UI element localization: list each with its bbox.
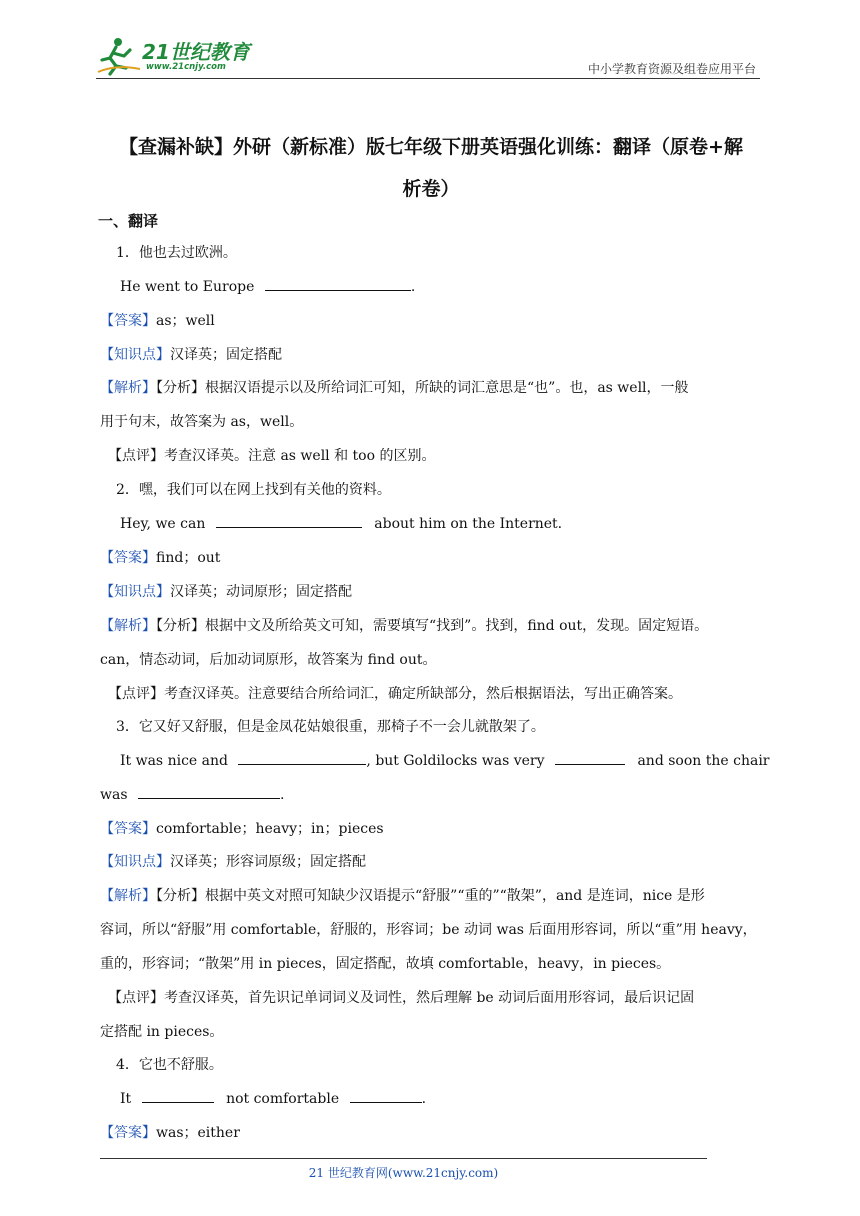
answer-row	[100, 1122, 240, 1142]
question-2-sentence	[120, 513, 562, 532]
sentence-text: .	[421, 1091, 427, 1107]
review-label: 【点评】	[108, 686, 164, 702]
answer-row	[100, 818, 384, 838]
analysis-text: 【分析】根据中英文对照可知缺少汉语提示“舒服”“重的”“散架”，and 是连词，nice 是形	[156, 888, 705, 904]
platform-name: 中小学教育资源及组卷应用平台	[587, 62, 756, 76]
knowledge-label: 【知识点】	[100, 347, 170, 363]
sentence-text: It was nice and	[120, 753, 228, 769]
answer-label: 【答案】	[100, 313, 156, 329]
analysis-text: 【分析】根据汉语提示以及所给词汇可知，所缺的词汇意思是“也”。也，as well，一般	[156, 380, 689, 396]
review-text: 考查汉译英。注意 as well 和 too 的区别。	[164, 448, 436, 464]
analysis-text: 【分析】根据中文及所给英文可知，需要填写“找到”。找到，find out，发现。固定短语。	[156, 618, 709, 634]
answer-row	[100, 310, 215, 330]
sentence-text: about him on the Internet.	[374, 516, 563, 532]
footer-link[interactable]: 21 世纪教育网(www.21cnjy.com)	[308, 1166, 499, 1180]
question-4-sentence	[120, 1088, 426, 1107]
answer-label: 【答案】	[100, 1125, 156, 1141]
knowledge-label: 【知识点】	[100, 854, 170, 870]
sentence-text: .	[279, 787, 285, 803]
knowledge-row	[100, 581, 352, 601]
sentence-text: and soon the chair	[637, 753, 770, 769]
review-row	[108, 445, 436, 465]
review-text: 考查汉译英，首先识记单词词义及词性，然后理解 be 动词后面用形容词，最后识记固	[164, 990, 695, 1006]
analysis-text: can，情态动词，后加动词原形，故答案为 find out。	[100, 652, 437, 668]
fill-blank[interactable]	[138, 784, 280, 799]
question-3-sentence-cont	[100, 784, 284, 803]
answer-row	[100, 547, 220, 567]
sentence-text: , but Goldilocks was very	[366, 753, 545, 769]
knowledge-text: 汉译英；动词原形；固定搭配	[170, 584, 352, 600]
fill-blank[interactable]	[238, 750, 366, 765]
question-1-sentence	[120, 276, 415, 295]
knowledge-row	[100, 344, 282, 364]
analysis-label: 【解析】	[100, 618, 156, 634]
question-4: 4．它也不舒服。	[116, 1057, 223, 1073]
analysis-label: 【解析】	[100, 380, 156, 396]
answer-text: was；either	[156, 1125, 240, 1141]
knowledge-text: 汉译英；固定搭配	[170, 347, 282, 363]
review-row	[108, 987, 694, 1007]
review-row	[108, 683, 682, 703]
knowledge-label: 【知识点】	[100, 584, 170, 600]
fill-blank[interactable]	[265, 276, 411, 291]
review-text: 定搭配 in pieces。	[100, 1024, 224, 1040]
page-header	[96, 30, 760, 80]
fill-blank[interactable]	[555, 750, 625, 765]
fill-blank[interactable]	[216, 513, 362, 528]
review-label: 【点评】	[108, 990, 164, 1006]
section-heading: 一、翻译	[98, 212, 159, 230]
sentence-text: Hey, we can	[120, 516, 206, 532]
analysis-text: 容词，所以“舒服”用 comfortable，舒服的，形容词；be 动词 was 后面用形容词，所以“重”用 heavy，	[100, 922, 757, 938]
review-label: 【点评】	[108, 448, 164, 464]
analysis-row	[100, 885, 705, 905]
analysis-row	[100, 377, 689, 397]
site-logo[interactable]	[96, 36, 266, 76]
logo-url: www.21cnjy.com	[146, 62, 226, 72]
sentence-text: not comfortable	[226, 1091, 340, 1107]
knowledge-row	[100, 851, 366, 871]
knowledge-text: 汉译英；形容词原级；固定搭配	[170, 854, 366, 870]
sentence-text: He went to Europe	[120, 279, 255, 295]
answer-label: 【答案】	[100, 550, 156, 566]
title-line-2: 析卷）	[402, 178, 460, 200]
answer-text: comfortable；heavy；in；pieces	[156, 821, 384, 837]
sentence-text: It	[120, 1091, 132, 1107]
question-3: 3．它又好又舒服，但是金凤花姑娘很重，那椅子不一会儿就散架了。	[116, 719, 545, 735]
header-divider	[96, 78, 760, 79]
logo-text: 21世纪教育	[142, 40, 250, 64]
fill-blank[interactable]	[350, 1088, 422, 1103]
answer-text: as；well	[156, 313, 215, 329]
analysis-label: 【解析】	[100, 888, 156, 904]
analysis-text: 用于句末，故答案为 as，well。	[100, 414, 304, 430]
review-text: 考查汉译英。注意要结合所给词汇，确定所缺部分，然后根据语法，写出正确答案。	[164, 686, 682, 702]
title-line-1: 【查漏补缺】外研（新标准）版七年级下册英语强化训练：翻译（原卷+解	[119, 136, 743, 158]
answer-label: 【答案】	[100, 821, 156, 837]
fill-blank[interactable]	[142, 1088, 214, 1103]
sentence-text: was	[100, 787, 128, 803]
question-3-sentence	[120, 750, 770, 769]
question-2: 2．嘿，我们可以在网上找到有关他的资料。	[116, 482, 391, 498]
document-title	[96, 126, 766, 210]
analysis-text: 重的，形容词；“散架”用 in pieces，固定搭配，故填 comfortable，heavy，in pieces。	[100, 956, 671, 972]
question-1: 1．他也去过欧洲。	[116, 245, 237, 261]
answer-text: find；out	[156, 550, 221, 566]
runner-logo-icon	[96, 36, 142, 76]
sentence-text: .	[410, 279, 416, 295]
analysis-row	[100, 615, 708, 635]
footer-divider	[100, 1158, 707, 1159]
